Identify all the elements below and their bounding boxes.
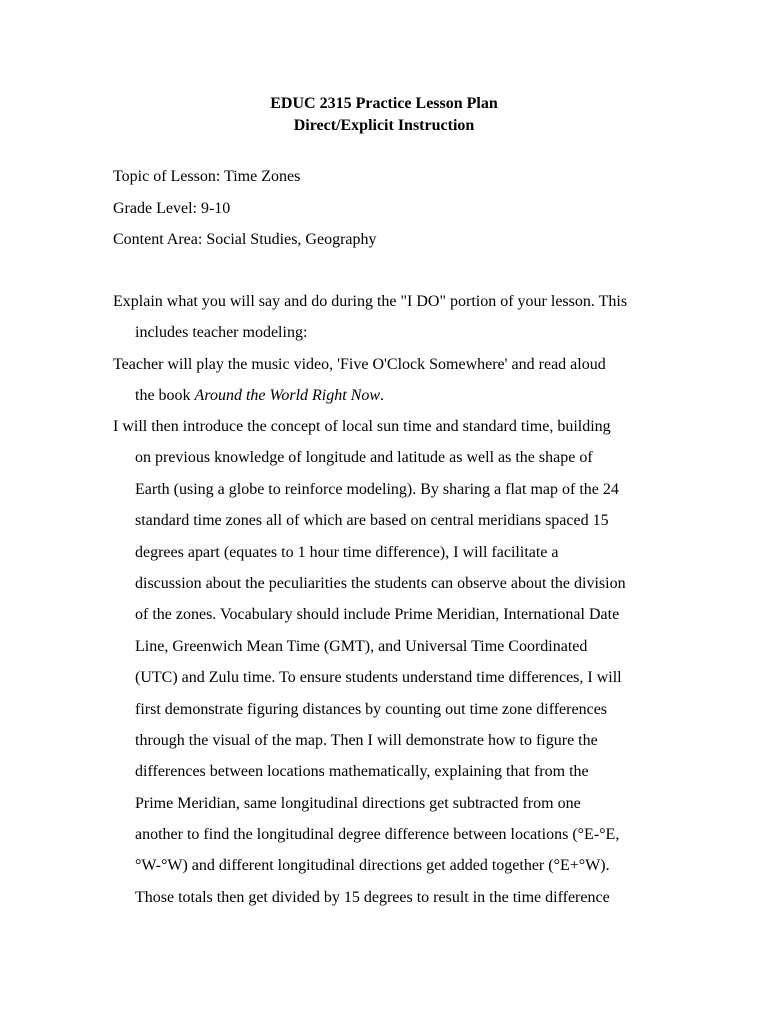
content-area: Content Area: Social Studies, Geography xyxy=(113,231,377,248)
paragraph-line: °W-°W) and different longitudinal directions get added together (°E+°W). xyxy=(135,857,610,875)
paragraph-line: Those totals then get divided by 15 degrees to result in the time difference xyxy=(135,888,610,906)
book-intro-text: the book xyxy=(135,387,195,405)
paragraph-line: of the zones. Vocabulary should include Prime Meridian, International Date xyxy=(135,606,620,624)
paragraph-line: Teacher will play the music video, 'Five O'Clock Somewhere' and read aloud xyxy=(113,356,606,373)
paragraph-line: Line, Greenwich Mean Time (GMT), and Universal Time Coordinated xyxy=(135,637,588,655)
grade-level: Grade Level: 9-10 xyxy=(113,200,231,217)
i-do-prompt-paragraph xyxy=(113,291,673,354)
topic-of-lesson: Topic of Lesson: Time Zones xyxy=(113,168,301,185)
paragraph-line: degrees apart (equates to 1 hour time difference), I will facilitate a xyxy=(135,543,559,561)
paragraph-line: first demonstrate figuring distances by counting out time zone differences xyxy=(135,700,608,718)
paragraph-line: (UTC) and Zulu time. To ensure students understand time differences, I will xyxy=(135,669,622,687)
paragraph-line: on previous knowledge of longitude and latitude as well as the shape of xyxy=(135,449,593,467)
paragraph-line: through the visual of the map. Then I will demonstrate how to figure the xyxy=(135,731,598,749)
paragraph-line: includes teacher modeling: xyxy=(135,324,308,342)
time-zone-instruction-paragraph xyxy=(113,416,673,918)
book-title: Around the World Right Now xyxy=(194,387,381,405)
paragraph-line: Earth (using a globe to reinforce modeling). By sharing a flat map of the 24 xyxy=(135,480,619,498)
paragraph-line: differences between locations mathematically, explaining that from the xyxy=(135,763,589,781)
teacher-activity-paragraph xyxy=(113,354,673,417)
paragraph-line: discussion about the peculiarities the students can observe about the division xyxy=(135,574,626,592)
paragraph-line: Prime Meridian, same longitudinal directions get subtracted from one xyxy=(135,794,581,812)
sentence-end: . xyxy=(380,387,385,405)
document-title: EDUC 2315 Practice Lesson Plan xyxy=(270,95,498,112)
paragraph-line: Explain what you will say and do during the "I DO" portion of your lesson. This xyxy=(113,293,628,310)
document-subtitle: Direct/Explicit Instruction xyxy=(293,117,475,134)
paragraph-line: standard time zones all of which are based on central meridians spaced 15 xyxy=(135,512,609,530)
paragraph-line xyxy=(113,385,673,416)
paragraph-line: I will then introduce the concept of local sun time and standard time, building xyxy=(113,418,611,435)
paragraph-line: another to find the longitudinal degree difference between locations (°E-°E, xyxy=(135,826,620,844)
